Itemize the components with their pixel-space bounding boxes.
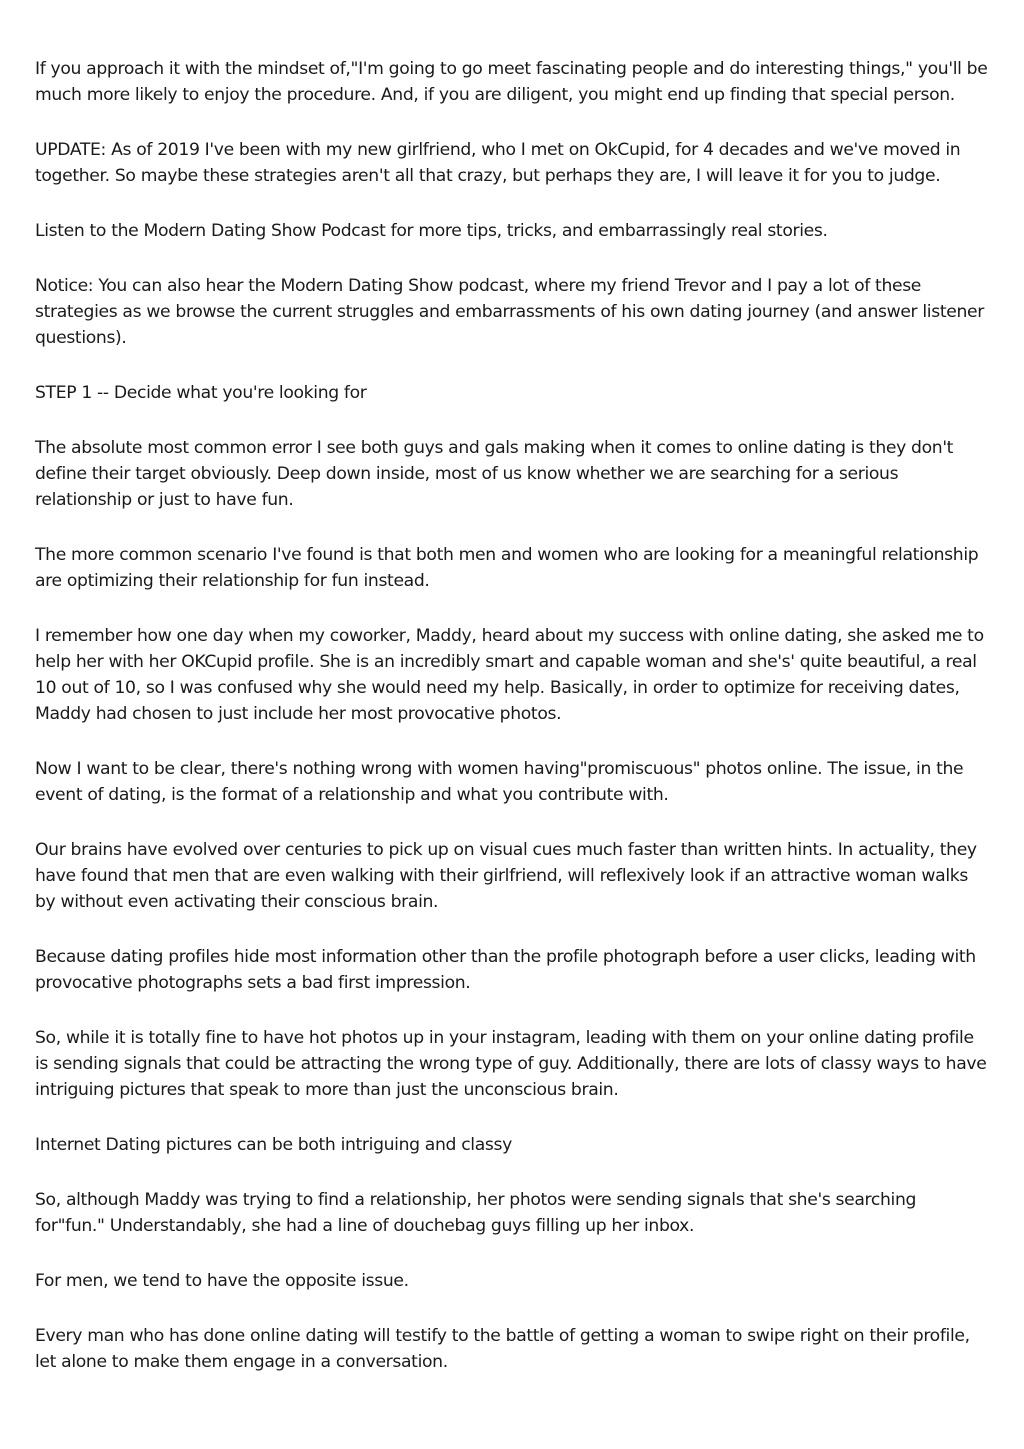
paragraph-visual-cues: Our brains have evolved over centuries to pick up on visual cues much faster than written hints. In actuality, they have found that men that are even walking with their girlfriend, will reflexively look if an attractive woman walks by without even activating their conscious brain. [35,840,977,912]
paragraph-notice: Notice: You can also hear the Modern Dating Show podcast, where my friend Trevor and I pay a lot of these strategies as we browse the current struggles and embarrassments of his own dating journey (and answer listener questions). [35,276,984,348]
paragraph-maddy-fun: So, although Maddy was trying to find a relationship, her photos were sending signals that she's searching for"fun." Understandably, she had a line of douchebag guys filling up her inbox. [35,1190,917,1236]
paragraph-update: UPDATE: As of 2019 I've been with my new girlfriend, who I met on OkCupid, for 4 decades and we've moved in together. So maybe these strategies aren't all that crazy, but perhaps they are, I will leave it for you to judge. [35,140,961,186]
section-heading-step-1: STEP 1 -- Decide what you're looking for [35,383,367,403]
paragraph-clarification: Now I want to be clear, there's nothing wrong with women having"promiscuous" photos online. The issue, in the event of dating, is the format of a relationship and what you contribute with. [35,759,964,805]
paragraph-first-impression: Because dating profiles hide most information other than the profile photograph before a user clicks, leading with provocative photographs sets a bad first impression. [35,947,976,993]
section-heading-pictures: Internet Dating pictures can be both intriguing and classy [35,1135,512,1155]
paragraph-podcast: Listen to the Modern Dating Show Podcast for more tips, tricks, and embarrassingly real stories. [35,221,828,241]
paragraph-common-error: The absolute most common error I see both guys and gals making when it comes to online dating is they don't define their target obviously. Deep down inside, most of us know whether we are searching for a serious relationship or just to have fun. [35,438,954,510]
paragraph-men-issue: For men, we tend to have the opposite issue. [35,1271,409,1291]
paragraph-maddy-story: I remember how one day when my coworker, Maddy, heard about my success with online dating, she asked me to help her with her OKCupid profile. She is an incredibly smart and capable woman and she's' quite beautiful, a real 10 out of 10, so I was confused why she would need my help. Basically, in order to optimize for receiving dates, Maddy had chosen to just include her most provocative photos. [35,626,984,724]
paragraph-signals: So, while it is totally fine to have hot photos up in your instagram, leading with them on your online dating profile is sending signals that could be attracting the wrong type of guy. Additionally, there are lots of classy ways to have intriguing pictures that speak to more than just the unconscious brain. [35,1028,987,1100]
paragraph-swipe-right: Every man who has done online dating will testify to the battle of getting a woman to swipe right on their profile, let alone to make them engage in a conversation. [35,1326,970,1372]
paragraph-mindset: If you approach it with the mindset of,"I'm going to go meet fascinating people and do interesting things," you'll be much more likely to enjoy the procedure. And, if you are diligent, you might end up finding that special person. [35,59,988,105]
paragraph-common-scenario: The more common scenario I've found is that both men and women who are looking for a meaningful relationship are optimizing their relationship for fun instead. [35,545,979,591]
